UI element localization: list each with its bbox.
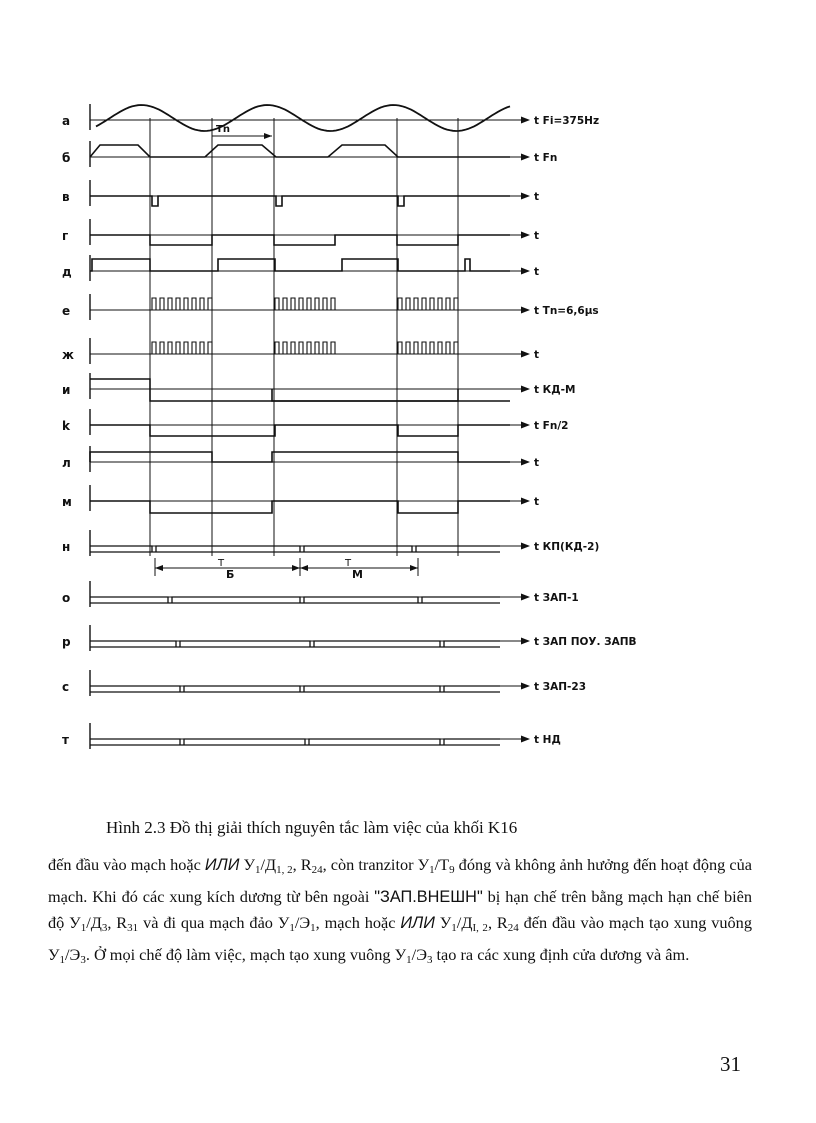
row-label: t Fi=375Hz — [534, 115, 600, 127]
row-letter: д — [62, 265, 72, 279]
axis-arrow — [521, 154, 530, 161]
tb-subscript: Б — [226, 568, 235, 581]
row-label: t ЗАП ПОУ. ЗАПВ — [534, 636, 637, 648]
kp-signal — [90, 546, 500, 552]
row-label: t Fn — [534, 152, 558, 164]
row-letter: р — [62, 635, 71, 649]
fn-pulses — [90, 145, 510, 157]
axis-arrow — [521, 594, 530, 601]
axis-arrow — [521, 498, 530, 505]
row-label: t Fn/2 — [534, 420, 569, 432]
d-pulses — [90, 259, 510, 271]
axis-arrow — [521, 307, 530, 314]
sine-wave — [96, 105, 510, 131]
zap-pou-signal — [90, 641, 500, 647]
row-letter: л — [62, 456, 71, 470]
axis-arrow — [521, 638, 530, 645]
axis-arrow — [521, 459, 530, 466]
body-paragraph: đến đầu vào mạch hoặc ИЛИ $У_1/Д_{1, 2}$, $R_{24}$, còn tranzitor $У_1/T_9$ đóng và không ảnh hưởng đến hoạt động của mạch. Khi đó các xung kích dương từ bên ngoài "ЗАП.ВНЕШН" bị hạn chế trên bằng mạch hạn chế biên độ $У_1/Д_3$, $R_{31}$ và đi qua mạch đảo $У_1/Э_1$, mạch hoặc ИЛИ $У_1/Д_{I, 2}$, $R_{24}$ đến đầu vào mạch tạo xung vuông $У_1/Э_3$. Ở mọi chế độ làm việc, mạch tạo xung vuông $У_1/Э_3$ tạo ra các xung định cửa dương và âm. — [48, 855, 753, 966]
row-label: t Tn=6,6μs — [534, 305, 599, 317]
row-label: t — [534, 349, 540, 361]
row-label: t КД-М — [534, 384, 576, 396]
axis-arrow — [521, 193, 530, 200]
axis-arrow — [521, 232, 530, 239]
row-letter: о — [62, 591, 71, 605]
row-letter: a — [62, 114, 71, 128]
tm-subscript: M — [352, 568, 363, 581]
axis-arrow — [521, 422, 530, 429]
axis-arrow — [521, 268, 530, 275]
tb-label: T — [218, 558, 225, 569]
row-label: t — [534, 457, 540, 469]
zap1-signal — [90, 597, 500, 603]
period-label: Tn — [216, 124, 230, 135]
row-labels — [216, 115, 637, 746]
l-pulses — [90, 452, 510, 462]
row-letter: в — [62, 190, 70, 204]
figure-caption: Hình 2.3 Đồ thị giải thích nguyên tắc làm việc của khối K16 — [106, 818, 518, 837]
e-bursts — [90, 298, 510, 310]
axis-arrow — [521, 351, 530, 358]
row-letter: м — [62, 495, 72, 509]
axis-arrow — [521, 543, 530, 550]
row-letter: e — [62, 304, 71, 318]
axis-arrow — [521, 736, 530, 743]
tm-label: T — [345, 558, 352, 569]
row-letter: г — [62, 229, 69, 243]
row-label: t — [534, 191, 540, 203]
axis-arrow — [521, 386, 530, 393]
g-pulses — [90, 235, 510, 245]
period-arrow — [264, 133, 272, 139]
axis-arrow — [521, 117, 530, 124]
row-label: t — [534, 266, 540, 278]
row-label: t КП(КД-2) — [534, 541, 600, 553]
row-letter: k — [62, 419, 70, 433]
row-letter: ж — [62, 348, 74, 362]
zh-bursts — [90, 342, 510, 354]
row-letters — [62, 114, 74, 747]
row-label: t НД — [534, 734, 561, 746]
zap23-signal — [90, 686, 500, 692]
nd-signal — [90, 739, 500, 745]
row-label: t — [534, 230, 540, 242]
axis-arrow — [521, 683, 530, 690]
v-pulses — [90, 196, 510, 206]
row-label: t — [534, 496, 540, 508]
row-letter: с — [62, 680, 70, 694]
waveforms — [90, 104, 530, 749]
row-letter: н — [62, 540, 71, 554]
kd-m-signal — [90, 379, 510, 401]
row-label: t ЗАП-23 — [534, 681, 587, 693]
m-pulses — [90, 501, 510, 513]
row-letter: б — [62, 151, 71, 165]
row-letter: т — [62, 733, 69, 747]
page-number: 31 — [720, 1052, 741, 1076]
kd-m-pulse — [272, 389, 458, 401]
row-letter: и — [62, 383, 71, 397]
row-label: t ЗАП-1 — [534, 592, 579, 604]
fn2-pulses — [90, 425, 510, 436]
